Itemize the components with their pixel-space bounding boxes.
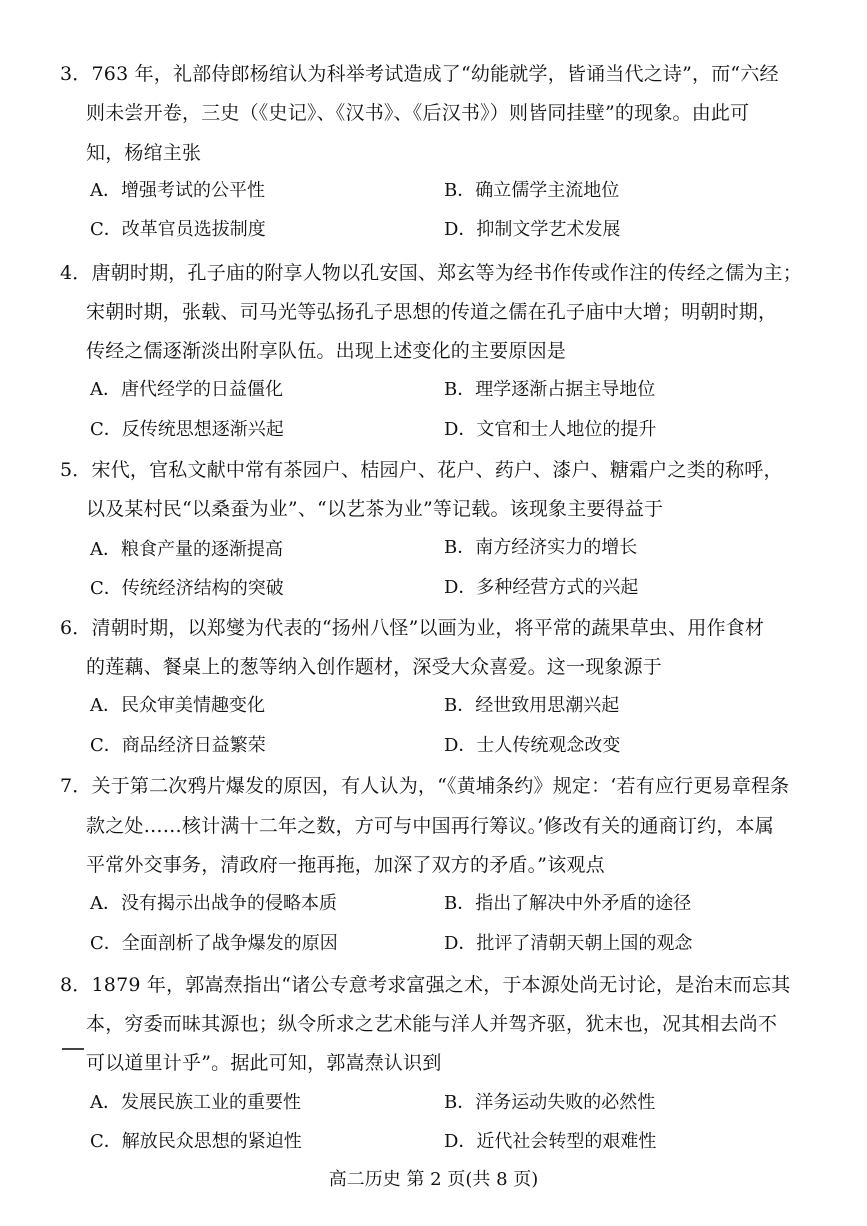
option-b[interactable]: B．确立儒学主流地位 bbox=[444, 180, 620, 201]
option-a[interactable]: A．民众审美情趣变化 bbox=[90, 695, 265, 716]
question-stem-line: 6．清朝时期，以郑燮为代表的“扬州八怪”以画为业，将平常的蔬果草虫、用作食材 bbox=[60, 617, 765, 639]
option-b[interactable]: B．洋务运动失败的必然性 bbox=[444, 1092, 656, 1113]
option-a[interactable]: A．没有揭示出战争的侵略本质 bbox=[90, 893, 337, 914]
question-stem-line: 平常外交事务，清政府一拖再拖，加深了双方的矛盾。”该观点 bbox=[86, 854, 605, 876]
question-stem-line: 本，穷委而昧其源也；纵令所求之艺术能与洋人并驾齐驱，犹末也，况其相去尚不 bbox=[86, 1013, 778, 1035]
question-stem-line: 款之处……核计满十二年之数，方可与中国再行筹议。’修改有关的通商订约，本属 bbox=[86, 815, 774, 837]
option-d[interactable]: D．近代社会转型的艰难性 bbox=[444, 1131, 657, 1152]
option-a[interactable]: A．增强考试的公平性 bbox=[90, 180, 265, 201]
question-stem-line: 4．唐朝时期，孔子庙的附享人物以孔安国、郑玄等为经书作传或作注的传经之儒为主； bbox=[60, 262, 802, 284]
option-a[interactable]: A．唐代经学的日益僵化 bbox=[90, 379, 283, 400]
option-d[interactable]: D．抑制文学艺术发展 bbox=[444, 219, 621, 240]
question-stem-line: 知，杨绾主张 bbox=[86, 142, 202, 164]
question-stem-line: 以及某村民“以桑蚕为业”、“以艺茶为业”等记载。该现象主要得益于 bbox=[86, 498, 664, 520]
question-stem-line: 可以道里计乎”。据此可知，郭嵩焘认识到 bbox=[86, 1052, 442, 1074]
question-stem-line: 传经之儒逐渐淡出附享队伍。出现上述变化的主要原因是 bbox=[86, 340, 567, 362]
option-c[interactable]: C．全面剖析了战争爆发的原因 bbox=[90, 933, 338, 954]
option-a[interactable]: A．粮食产量的逐渐提高 bbox=[90, 539, 283, 560]
option-d[interactable]: D．士人传统观念改变 bbox=[444, 735, 621, 756]
option-c[interactable]: C．解放民众思想的紧迫性 bbox=[90, 1131, 302, 1152]
question-stem-line: 8．1879 年，郭嵩焘指出“诸公专意考求富强之术，于本源处尚无讨论，是治末而忘其 bbox=[60, 974, 791, 996]
question-stem-line: 的莲藕、餐桌上的葱等纳入创作题材，深受大众喜爱。这一现象源于 bbox=[86, 656, 663, 678]
option-b[interactable]: B．理学逐渐占据主导地位 bbox=[444, 379, 656, 400]
option-b[interactable]: B．南方经济实力的增长 bbox=[444, 537, 638, 558]
option-d[interactable]: D．文官和士人地位的提升 bbox=[444, 419, 657, 440]
option-c[interactable]: C．传统经济结构的突破 bbox=[90, 578, 284, 599]
question-stem-line: 则未尝开卷，三史（《史记》、《汉书》、《后汉书》）则皆同挂壁”的现象。由此可 bbox=[86, 102, 750, 124]
option-c[interactable]: C．商品经济日益繁荣 bbox=[90, 735, 266, 756]
option-c[interactable]: C．改革官员选拔制度 bbox=[90, 219, 266, 240]
question-stem-line: 3．763 年，礼部侍郎杨绾认为科举考试造成了“幼能就学，皆诵当代之诗”，而“六经 bbox=[60, 63, 779, 85]
option-a[interactable]: A．发展民族工业的重要性 bbox=[90, 1092, 301, 1113]
option-c[interactable]: C．反传统思想逐渐兴起 bbox=[90, 419, 284, 440]
page-footer: 高二历史 第 2 页(共 8 页) bbox=[328, 1169, 539, 1190]
question-stem-line: 宋朝时期，张载、司马光等弘扬孔子思想的传道之儒在孔子庙中大增；明朝时期， bbox=[86, 301, 778, 323]
scan-artifact-line bbox=[62, 1048, 84, 1050]
question-stem-line: 5．宋代，官私文献中常有茶园户、桔园户、花户、药户、漆户、糖霜户之类的称呼， bbox=[60, 459, 783, 481]
option-d[interactable]: D．多种经营方式的兴起 bbox=[444, 577, 639, 598]
option-b[interactable]: B．经世致用思潮兴起 bbox=[444, 695, 620, 716]
question-stem-line: 7．关于第二次鸦片爆发的原因，有人认为，“《黄埔条约》规定：‘若有应行更易章程条 bbox=[60, 775, 790, 797]
option-d[interactable]: D．批评了清朝天朝上国的观念 bbox=[444, 933, 693, 954]
option-b[interactable]: B．指出了解决中外矛盾的途径 bbox=[444, 893, 692, 914]
